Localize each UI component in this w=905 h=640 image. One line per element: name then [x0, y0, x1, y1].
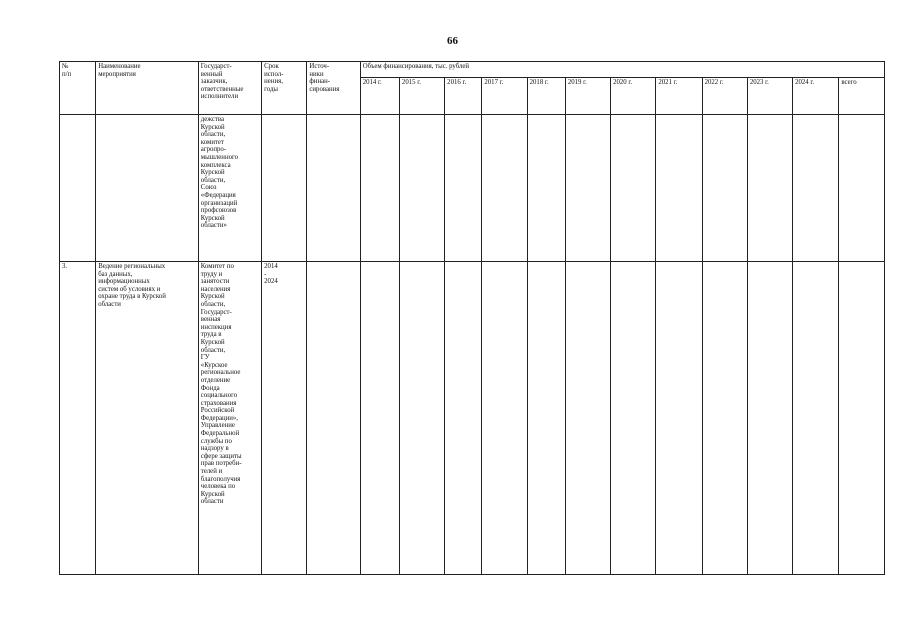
- cell-2022: [702, 115, 747, 262]
- header-year-2015: 2015 г.: [399, 78, 444, 115]
- cell-2021: [656, 262, 702, 575]
- cell-2024: [793, 115, 839, 262]
- cell-2014: [360, 262, 399, 575]
- row-num: 3.: [60, 262, 96, 575]
- header-num: № п/п: [60, 62, 96, 115]
- cell-2019: [565, 262, 610, 575]
- cell-2018: [527, 262, 565, 575]
- cell-2017: [482, 115, 527, 262]
- cell-2023: [747, 262, 792, 575]
- cell-2015: [399, 115, 444, 262]
- header-year-2017: 2017 г.: [482, 78, 527, 115]
- header-total: всего: [839, 78, 885, 115]
- header-name: Наименование мероприятия: [96, 62, 199, 115]
- cell-2014: [360, 115, 399, 262]
- row-customer: дежства Курской области, комитет агропро- мышленного комплекса Курской области, Союз «Федерация организаций профсоюзов Курской области»: [198, 115, 261, 262]
- row-num: [60, 115, 96, 262]
- cell-2023: [747, 115, 792, 262]
- financing-table: [59, 61, 885, 575]
- cell-total: [839, 115, 885, 262]
- header-year-2019: 2019 г.: [565, 78, 610, 115]
- header-year-2016: 2016 г.: [445, 78, 482, 115]
- header-year-2020: 2020 г.: [611, 78, 656, 115]
- cell-2016: [445, 115, 482, 262]
- cell-2020: [611, 115, 656, 262]
- table-row: [60, 262, 885, 575]
- row-period: [262, 115, 307, 262]
- header-row-top: [60, 62, 885, 78]
- row-name: Ведение региональных баз данных, информационных систем об условиях и охране труда в Курской области: [96, 262, 199, 575]
- header-year-2014: 2014 г.: [360, 78, 399, 115]
- cell-2020: [611, 262, 656, 575]
- cell-2022: [702, 262, 747, 575]
- page-number: 66: [447, 35, 458, 47]
- cell-2024: [793, 262, 839, 575]
- row-customer: Комитет по труду и занятости населения Курской области, Государст- венная инспекция труда в Курской области, ГУ «Курское региональное отделение Фонда социального страхования Российской Федерации», Управление Федеральной службы по надзору в сфере защиты прав потреби- телей и благополучия человека по Курской области: [198, 262, 261, 575]
- header-year-2018: 2018 г.: [527, 78, 565, 115]
- header-source: Источ- ники финан- сирования: [307, 62, 360, 115]
- header-year-2023: 2023 г.: [747, 78, 792, 115]
- row-source: [307, 262, 360, 575]
- cell-2021: [656, 115, 702, 262]
- row-name: [96, 115, 199, 262]
- row-period: 2014 - 2024: [262, 262, 307, 575]
- header-customer: Государст- венный заказчик, ответственные исполнители: [198, 62, 261, 115]
- cell-total: [839, 262, 885, 575]
- header-year-2021: 2021 г.: [656, 78, 702, 115]
- cell-2017: [482, 262, 527, 575]
- header-period: Срок испол- нения, годы: [262, 62, 307, 115]
- cell-2018: [527, 115, 565, 262]
- cell-2019: [565, 115, 610, 262]
- header-year-2022: 2022 г.: [702, 78, 747, 115]
- header-financing: Объем финансирования, тыс. рублей: [360, 62, 884, 78]
- row-source: [307, 115, 360, 262]
- cell-2015: [399, 262, 444, 575]
- table-row: [60, 115, 885, 262]
- header-year-2024: 2024 г.: [793, 78, 839, 115]
- cell-2016: [445, 262, 482, 575]
